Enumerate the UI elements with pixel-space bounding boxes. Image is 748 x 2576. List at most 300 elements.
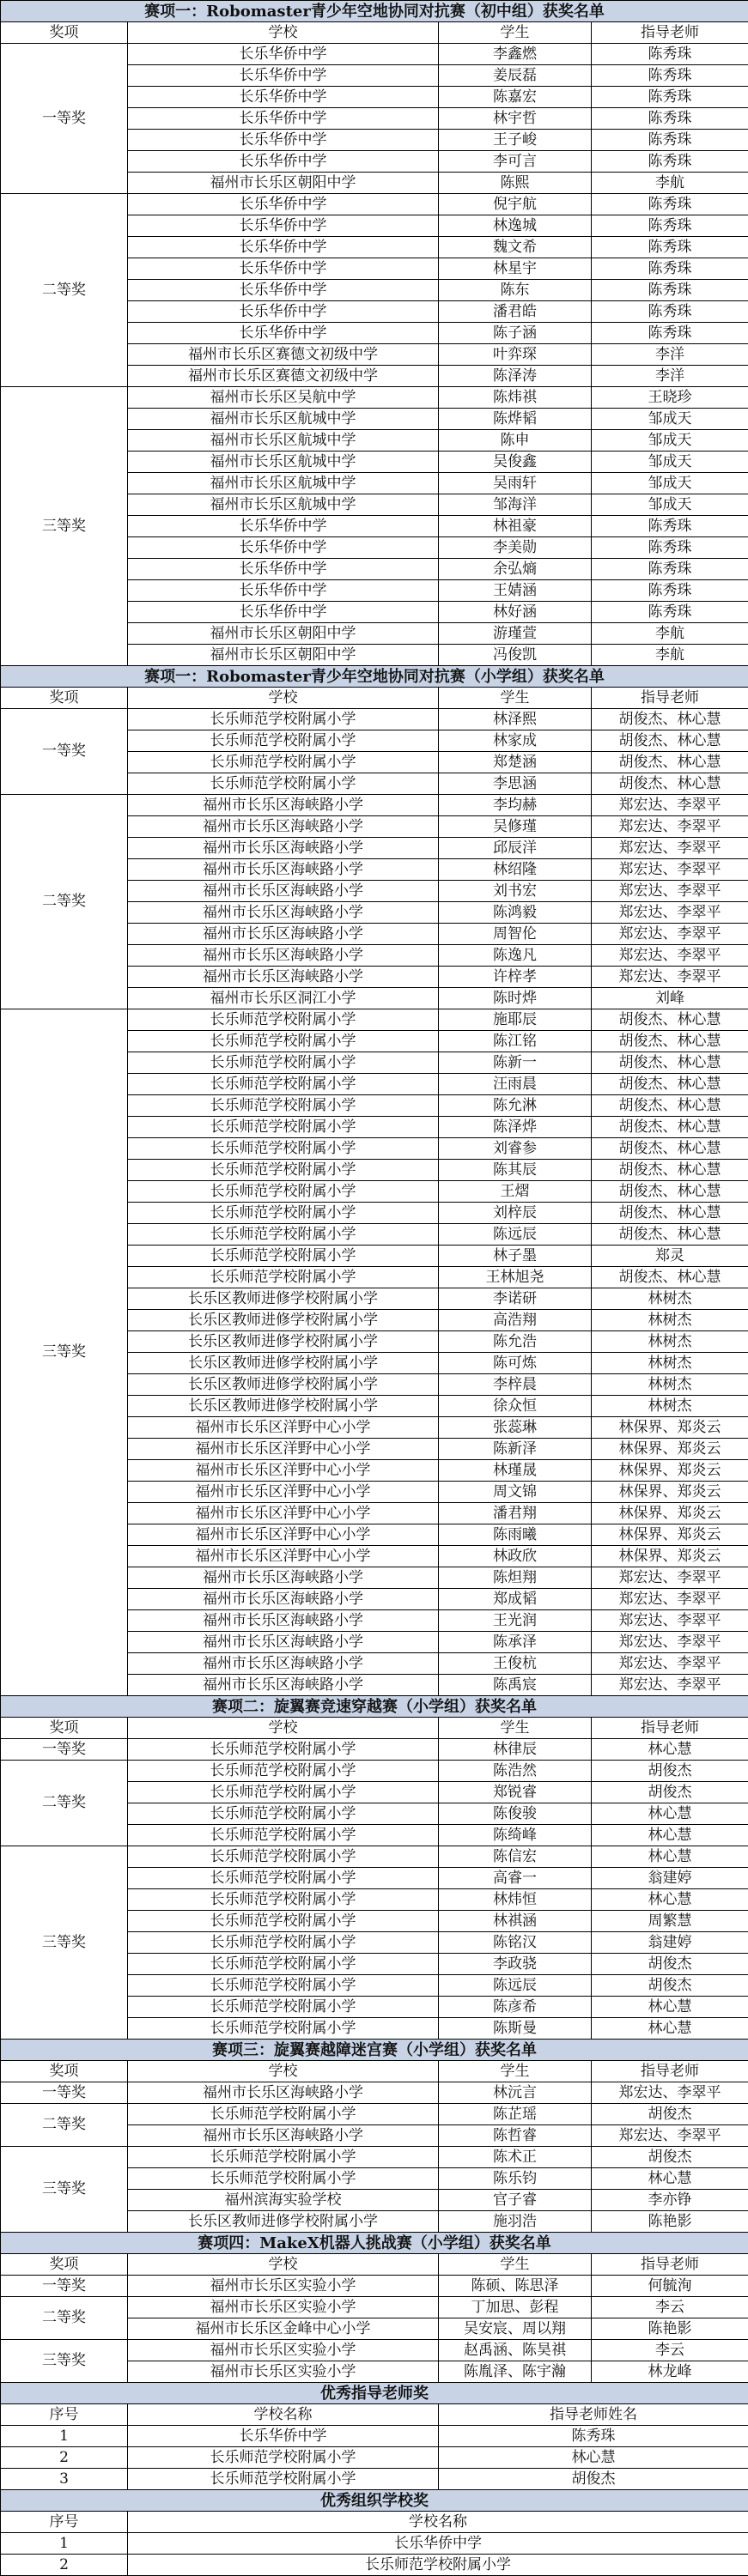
student-cell: 王俊杭 <box>439 1653 592 1675</box>
school-cell: 长乐华侨中学 <box>128 258 439 280</box>
school-cell: 长乐师范学校附属小学 <box>128 1825 439 1846</box>
header-row <box>1 2061 748 2082</box>
school-cell: 福州市长乐区海峡路小学 <box>128 859 439 881</box>
student-cell: 陈时烨 <box>439 988 592 1009</box>
teacher-cell: 何毓洵 <box>592 2276 748 2297</box>
teacher-cell: 邹成天 <box>592 452 748 473</box>
teacher-cell: 周繁慧 <box>592 1911 748 1932</box>
header-school: 学校 <box>128 1718 439 1739</box>
school-cell: 福州市长乐区实验小学 <box>128 2361 439 2383</box>
school-cell: 福州市长乐区海峡路小学 <box>128 881 439 902</box>
teacher-cell: 郑灵 <box>592 1246 748 1267</box>
student-cell: 林律辰 <box>439 1739 592 1761</box>
header-award: 奖项 <box>1 22 128 44</box>
section-title-row <box>1 666 748 688</box>
school-cell: 长乐师范学校附属小学 <box>128 1911 439 1932</box>
teacher-cell: 郑宏达、李翠平 <box>592 1675 748 1696</box>
teacher-cell: 胡俊杰、林心慧 <box>592 1074 748 1095</box>
teacher-cell: 陈秀珠 <box>592 323 748 344</box>
student-cell: 丁加思、彭程 <box>439 2297 592 2318</box>
student-cell: 赵禹涵、陈昊祺 <box>439 2340 592 2361</box>
school-cell: 福州市长乐区洋野中心小学 <box>128 1482 439 1503</box>
school-cell: 长乐华侨中学 <box>128 559 439 580</box>
school-cell: 福州市长乐区洋野中心小学 <box>128 1417 439 1439</box>
teacher-cell: 林保界、郑炎云 <box>592 1482 748 1503</box>
student-cell: 陈乐钧 <box>439 2168 592 2190</box>
student-cell: 陈彦希 <box>439 1997 592 2018</box>
index-cell: 3 <box>1 2469 128 2490</box>
school-cell: 福州市长乐区洋野中心小学 <box>128 1503 439 1524</box>
table-row <box>1 2297 748 2318</box>
school-cell: 长乐师范学校附属小学 <box>128 2104 439 2125</box>
teacher-cell: 林树杰 <box>592 1331 748 1353</box>
teacher-cell: 陈秀珠 <box>592 65 748 87</box>
school-cell: 长乐师范学校附属小学 <box>128 1009 439 1031</box>
award-level-cell: 一等奖 <box>1 2082 128 2104</box>
teacher-cell: 胡俊杰、林心慧 <box>592 1009 748 1031</box>
school-cell: 长乐师范学校附属小学 <box>128 1095 439 1117</box>
school-cell: 长乐区教师进修学校附属小学 <box>128 1374 439 1396</box>
teacher-cell: 邹成天 <box>592 409 748 430</box>
school-cell: 长乐区教师进修学校附属小学 <box>128 2211 439 2233</box>
teacher-cell: 陈秀珠 <box>592 130 748 151</box>
school-cell: 福州市长乐区实验小学 <box>128 2340 439 2361</box>
teacher-cell: 陈秀珠 <box>592 301 748 323</box>
teacher-cell: 李亦铮 <box>592 2190 748 2211</box>
award-level-cell: 二等奖 <box>1 2104 128 2147</box>
teacher-cell: 胡俊杰、林心慧 <box>592 1052 748 1074</box>
school-cell: 福州市长乐区海峡路小学 <box>128 967 439 988</box>
student-cell: 潘君皓 <box>439 301 592 323</box>
teacher-cell: 林树杰 <box>592 1353 748 1374</box>
header-award: 奖项 <box>1 2254 128 2276</box>
school-cell: 福州市长乐区赛德文初级中学 <box>128 366 439 387</box>
teacher-cell: 林保界、郑炎云 <box>592 1460 748 1482</box>
student-cell: 李思涵 <box>439 773 592 795</box>
table-row <box>1 1009 748 1031</box>
student-cell: 冯俊凯 <box>439 645 592 666</box>
teacher-cell: 林心慧 <box>592 1803 748 1825</box>
teacher-cell: 郑宏达、李翠平 <box>592 2125 748 2147</box>
school-cell: 长乐区教师进修学校附属小学 <box>128 1353 439 1374</box>
teacher-cell: 胡俊杰 <box>592 1975 748 1997</box>
student-cell: 陈可炼 <box>439 1353 592 1374</box>
teacher-cell: 刘峰 <box>592 988 748 1009</box>
school-cell: 长乐华侨中学 <box>128 602 439 623</box>
header-student: 学生 <box>439 1718 592 1739</box>
table-row <box>1 795 748 816</box>
header-teacher: 指导老师 <box>592 1718 748 1739</box>
award-level-cell: 一等奖 <box>1 44 128 194</box>
student-cell: 陈烨韬 <box>439 409 592 430</box>
school-cell: 福州市长乐区海峡路小学 <box>128 2082 439 2104</box>
student-cell: 陈哲睿 <box>439 2125 592 2147</box>
school-cell: 福州市长乐区朝阳中学 <box>128 623 439 645</box>
student-cell: 陈炜祺 <box>439 387 592 409</box>
teacher-cell: 郑宏达、李翠平 <box>592 1610 748 1632</box>
header-teacher: 指导老师 <box>592 22 748 44</box>
school-cell: 福州市长乐区海峡路小学 <box>128 1589 439 1610</box>
teacher-cell: 胡俊杰、林心慧 <box>592 709 748 730</box>
student-cell: 张蕊琳 <box>439 1417 592 1439</box>
student-cell: 陈禹宸 <box>439 1675 592 1696</box>
table-row <box>1 2469 748 2490</box>
teacher-cell: 郑宏达、李翠平 <box>592 1653 748 1675</box>
school-cell: 福州市长乐区洞江小学 <box>128 988 439 1009</box>
student-cell: 邹海洋 <box>439 494 592 516</box>
student-cell: 林家成 <box>439 730 592 752</box>
student-cell: 陈江铭 <box>439 1031 592 1052</box>
school-cell: 长乐师范学校附属小学 <box>128 1739 439 1761</box>
student-cell: 吴安宸、周以翔 <box>439 2318 592 2340</box>
table-row <box>1 2555 748 2576</box>
student-cell: 叶弈琛 <box>439 344 592 366</box>
school-cell: 长乐华侨中学 <box>128 65 439 87</box>
teacher-cell: 陈秀珠 <box>592 537 748 559</box>
student-cell: 吴俊鑫 <box>439 452 592 473</box>
student-cell: 林绍隆 <box>439 859 592 881</box>
teacher-cell: 陈秀珠 <box>592 559 748 580</box>
school-cell: 福州市长乐区海峡路小学 <box>128 1653 439 1675</box>
section-title: 赛项三：旋翼赛越障迷宫赛（小学组）获奖名单 <box>1 2040 748 2061</box>
school-cell: 福州市长乐区实验小学 <box>128 2276 439 2297</box>
header-teacher-name: 指导老师姓名 <box>439 2404 748 2426</box>
teacher-cell: 陈秀珠 <box>592 258 748 280</box>
teacher-cell: 李航 <box>592 173 748 194</box>
school-cell: 长乐师范学校附属小学 <box>128 1224 439 1246</box>
student-cell: 林瑾晟 <box>439 1460 592 1482</box>
school-cell: 长乐华侨中学 <box>128 237 439 258</box>
award-level-cell: 三等奖 <box>1 2340 128 2383</box>
school-cell: 长乐华侨中学 <box>128 301 439 323</box>
school-cell: 福州市长乐区吴航中学 <box>128 387 439 409</box>
student-cell: 李诺研 <box>439 1288 592 1310</box>
student-cell: 王光润 <box>439 1610 592 1632</box>
school-cell: 长乐师范学校附属小学 <box>128 1052 439 1074</box>
school-cell: 长乐区教师进修学校附属小学 <box>128 1310 439 1331</box>
table-row <box>1 44 748 65</box>
index-cell: 2 <box>1 2555 128 2576</box>
header-award: 奖项 <box>1 2061 128 2082</box>
school-cell: 福州滨海实验学校 <box>128 2190 439 2211</box>
student-cell: 陈术正 <box>439 2147 592 2168</box>
school-cell: 福州市长乐区朝阳中学 <box>128 173 439 194</box>
student-cell: 刘梓辰 <box>439 1203 592 1224</box>
student-cell: 陈其辰 <box>439 1160 592 1181</box>
student-cell: 游瑾萱 <box>439 623 592 645</box>
teacher-cell: 胡俊杰、林心慧 <box>592 773 748 795</box>
school-cell: 长乐师范学校附属小学 <box>128 709 439 730</box>
teacher-cell: 林心慧 <box>592 2168 748 2190</box>
student-cell: 徐众恒 <box>439 1396 592 1417</box>
award-level-cell: 三等奖 <box>1 1009 128 1696</box>
teacher-cell: 陈艳影 <box>592 2211 748 2233</box>
teacher-cell: 林保界、郑炎云 <box>592 1524 748 1546</box>
school-cell: 长乐区教师进修学校附属小学 <box>128 1331 439 1353</box>
school-cell: 长乐师范学校附属小学 <box>128 1846 439 1868</box>
teacher-cell: 陈秀珠 <box>592 516 748 537</box>
teacher-cell: 林树杰 <box>592 1310 748 1331</box>
student-cell: 林炜恒 <box>439 1889 592 1911</box>
header-teacher: 指导老师 <box>592 688 748 709</box>
header-row <box>1 22 748 44</box>
teacher-cell: 林保界、郑炎云 <box>592 1546 748 1567</box>
teacher-cell: 胡俊杰、林心慧 <box>592 1181 748 1203</box>
school-cell: 长乐师范学校附属小学 <box>128 1803 439 1825</box>
student-cell: 郑锐睿 <box>439 1782 592 1803</box>
teacher-cell: 邹成天 <box>592 473 748 494</box>
section-title: 赛项一：Robomaster青少年空地协同对抗赛（初中组）获奖名单 <box>1 1 748 22</box>
school-cell: 长乐师范学校附属小学 <box>128 730 439 752</box>
award-level-cell: 一等奖 <box>1 1739 128 1761</box>
section-title-row <box>1 2233 748 2254</box>
teacher-cell: 邹成天 <box>592 430 748 452</box>
section-title-row <box>1 2040 748 2061</box>
award-level-cell: 一等奖 <box>1 2276 128 2297</box>
school-cell: 长乐师范学校附属小学 <box>128 1889 439 1911</box>
student-cell: 陈浩然 <box>439 1761 592 1782</box>
school-cell: 长乐师范学校附属小学 <box>128 1267 439 1288</box>
teacher-cell: 陈秀珠 <box>592 237 748 258</box>
student-cell: 王婧涵 <box>439 580 592 602</box>
student-cell: 陈允淋 <box>439 1095 592 1117</box>
student-cell: 施耶辰 <box>439 1009 592 1031</box>
student-cell: 陈允浩 <box>439 1331 592 1353</box>
teacher-cell: 郑宏达、李翠平 <box>592 967 748 988</box>
school-cell: 福州市长乐区赛德文初级中学 <box>128 344 439 366</box>
school-cell: 长乐师范学校附属小学 <box>128 1932 439 1954</box>
award-level-cell: 二等奖 <box>1 795 128 1009</box>
table-row <box>1 2147 748 2168</box>
student-cell: 吴修瑾 <box>439 816 592 838</box>
teacher-cell: 胡俊杰 <box>592 1761 748 1782</box>
teacher-cell: 陈秀珠 <box>592 151 748 173</box>
student-cell: 陈炟翔 <box>439 1567 592 1589</box>
student-cell: 周智伦 <box>439 924 592 945</box>
student-cell: 陈嘉宏 <box>439 87 592 108</box>
school-cell: 长乐华侨中学 <box>128 87 439 108</box>
student-cell: 林祖豪 <box>439 516 592 537</box>
teacher-cell: 林心慧 <box>592 1997 748 2018</box>
school-cell: 长乐华侨中学 <box>128 215 439 237</box>
school-cell: 长乐师范学校附属小学 <box>128 1761 439 1782</box>
teacher-cell: 李洋 <box>592 366 748 387</box>
student-cell: 李美勋 <box>439 537 592 559</box>
student-cell: 陈泽涛 <box>439 366 592 387</box>
school-cell: 长乐师范学校附属小学 <box>128 1868 439 1889</box>
header-school: 学校 <box>128 688 439 709</box>
teacher-cell: 郑宏达、李翠平 <box>592 1567 748 1589</box>
header-student: 学生 <box>439 22 592 44</box>
student-cell: 林泽熙 <box>439 709 592 730</box>
teacher-cell: 胡俊杰、林心慧 <box>592 1267 748 1288</box>
teacher-cell: 林心慧 <box>592 1846 748 1868</box>
student-cell: 施羽浩 <box>439 2211 592 2233</box>
student-cell: 陈远辰 <box>439 1975 592 1997</box>
student-cell: 李均赫 <box>439 795 592 816</box>
table-row <box>1 1761 748 1782</box>
teacher-cell: 林心慧 <box>592 1739 748 1761</box>
section-title-row <box>1 2383 748 2404</box>
student-cell: 陈远辰 <box>439 1224 592 1246</box>
school-cell: 福州市长乐区航城中学 <box>128 473 439 494</box>
table-row <box>1 194 748 215</box>
teacher-cell: 郑宏达、李翠平 <box>592 838 748 859</box>
school-cell: 长乐华侨中学 <box>128 580 439 602</box>
header-student: 学生 <box>439 688 592 709</box>
teacher-cell: 胡俊杰、林心慧 <box>592 1160 748 1181</box>
teacher-cell: 林心慧 <box>592 1825 748 1846</box>
table-row <box>1 2104 748 2125</box>
school-cell: 长乐华侨中学 <box>128 516 439 537</box>
table-row <box>1 1846 748 1868</box>
header-row <box>1 688 748 709</box>
student-cell: 陈泽烨 <box>439 1117 592 1138</box>
student-cell: 陈绮峰 <box>439 1825 592 1846</box>
teacher-cell: 胡俊杰 <box>592 1782 748 1803</box>
table-row <box>1 2276 748 2297</box>
school-cell: 长乐师范学校附属小学 <box>128 1782 439 1803</box>
header-index: 序号 <box>1 2404 128 2426</box>
header-index: 序号 <box>1 2512 128 2533</box>
teacher-cell: 李云 <box>592 2340 748 2361</box>
teacher-name-cell: 胡俊杰 <box>439 2469 748 2490</box>
teacher-cell: 陈艳影 <box>592 2318 748 2340</box>
student-cell: 陈铭汉 <box>439 1932 592 1954</box>
teacher-cell: 郑宏达、李翠平 <box>592 1632 748 1653</box>
award-level-cell: 三等奖 <box>1 2147 128 2233</box>
teacher-cell: 胡俊杰、林心慧 <box>592 1095 748 1117</box>
student-cell: 潘君翔 <box>439 1503 592 1524</box>
student-cell: 倪宇航 <box>439 194 592 215</box>
school-name-cell: 长乐师范学校附属小学 <box>128 2447 439 2469</box>
teacher-cell: 郑宏达、李翠平 <box>592 881 748 902</box>
student-cell: 郑成韬 <box>439 1589 592 1610</box>
student-cell: 汪雨晨 <box>439 1074 592 1095</box>
school-cell: 长乐师范学校附属小学 <box>128 1160 439 1181</box>
student-cell: 魏文希 <box>439 237 592 258</box>
header-award: 奖项 <box>1 688 128 709</box>
school-cell: 福州市长乐区金峰中心小学 <box>128 2318 439 2340</box>
school-cell: 福州市长乐区航城中学 <box>128 430 439 452</box>
teacher-cell: 陈秀珠 <box>592 194 748 215</box>
section-title-row <box>1 2490 748 2512</box>
school-cell: 长乐区教师进修学校附属小学 <box>128 1396 439 1417</box>
school-cell: 长乐华侨中学 <box>128 194 439 215</box>
school-cell: 长乐华侨中学 <box>128 151 439 173</box>
student-cell: 李政骁 <box>439 1954 592 1975</box>
student-cell: 王子峻 <box>439 130 592 151</box>
school-cell: 福州市长乐区航城中学 <box>128 409 439 430</box>
teacher-award-title: 优秀指导老师奖 <box>1 2383 748 2404</box>
index-cell: 1 <box>1 2533 128 2555</box>
section-title: 赛项四：MakeX机器人挑战赛（小学组）获奖名单 <box>1 2233 748 2254</box>
teacher-cell: 李航 <box>592 623 748 645</box>
school-cell: 长乐华侨中学 <box>128 537 439 559</box>
student-cell: 林沅言 <box>439 2082 592 2104</box>
school-cell: 福州市长乐区洋野中心小学 <box>128 1439 439 1460</box>
school-cell: 福州市长乐区海峡路小学 <box>128 945 439 967</box>
school-cell: 福州市长乐区航城中学 <box>128 494 439 516</box>
teacher-cell: 陈秀珠 <box>592 215 748 237</box>
school-cell: 福州市长乐区海峡路小学 <box>128 838 439 859</box>
header-school-name: 学校名称 <box>128 2404 439 2426</box>
teacher-cell: 林心慧 <box>592 1889 748 1911</box>
teacher-cell: 陈秀珠 <box>592 87 748 108</box>
student-cell: 邱辰洋 <box>439 838 592 859</box>
school-cell: 福州市长乐区海峡路小学 <box>128 1632 439 1653</box>
teacher-cell: 郑宏达、李翠平 <box>592 945 748 967</box>
student-cell: 陈信宏 <box>439 1846 592 1868</box>
school-cell: 长乐华侨中学 <box>128 280 439 301</box>
student-cell: 林政欣 <box>439 1546 592 1567</box>
teacher-cell: 胡俊杰 <box>592 1954 748 1975</box>
school-cell: 长乐华侨中学 <box>128 130 439 151</box>
student-cell: 陈东 <box>439 280 592 301</box>
school-cell: 长乐师范学校附属小学 <box>128 752 439 773</box>
student-cell: 陈子涵 <box>439 323 592 344</box>
school-cell: 福州市长乐区海峡路小学 <box>128 1567 439 1589</box>
teacher-cell: 胡俊杰、林心慧 <box>592 752 748 773</box>
teacher-cell: 胡俊杰、林心慧 <box>592 730 748 752</box>
table-row <box>1 2447 748 2469</box>
student-cell: 高睿一 <box>439 1868 592 1889</box>
teacher-cell: 李云 <box>592 2297 748 2318</box>
school-cell: 长乐师范学校附属小学 <box>128 1246 439 1267</box>
student-cell: 余弘熵 <box>439 559 592 580</box>
award-level-cell: 二等奖 <box>1 194 128 387</box>
school-name-cell: 长乐华侨中学 <box>128 2426 439 2447</box>
school-cell: 长乐师范学校附属小学 <box>128 2147 439 2168</box>
school-cell: 福州市长乐区海峡路小学 <box>128 795 439 816</box>
table-row <box>1 709 748 730</box>
header-row <box>1 2404 748 2426</box>
student-cell: 陈俊骏 <box>439 1803 592 1825</box>
school-cell: 长乐华侨中学 <box>128 44 439 65</box>
school-cell: 长乐区教师进修学校附属小学 <box>128 1288 439 1310</box>
teacher-cell: 翁建婷 <box>592 1932 748 1954</box>
teacher-cell: 林树杰 <box>592 1374 748 1396</box>
student-cell: 林好涵 <box>439 602 592 623</box>
teacher-cell: 翁建婷 <box>592 1868 748 1889</box>
teacher-cell: 胡俊杰、林心慧 <box>592 1138 748 1160</box>
student-cell: 陈胤泽、陈宇瀚 <box>439 2361 592 2383</box>
school-cell: 长乐师范学校附属小学 <box>128 1138 439 1160</box>
teacher-cell: 胡俊杰、林心慧 <box>592 1224 748 1246</box>
header-school: 学校 <box>128 22 439 44</box>
student-cell: 陈逸凡 <box>439 945 592 967</box>
student-cell: 陈新泽 <box>439 1439 592 1460</box>
school-cell: 福州市长乐区海峡路小学 <box>128 816 439 838</box>
teacher-cell: 胡俊杰、林心慧 <box>592 1117 748 1138</box>
award-level-cell: 三等奖 <box>1 1846 128 2040</box>
student-cell: 林逸城 <box>439 215 592 237</box>
teacher-cell: 林保界、郑炎云 <box>592 1439 748 1460</box>
header-student: 学生 <box>439 2061 592 2082</box>
award-level-cell: 二等奖 <box>1 2297 128 2340</box>
teacher-cell: 郑宏达、李翠平 <box>592 2082 748 2104</box>
teacher-cell: 林保界、郑炎云 <box>592 1417 748 1439</box>
school-cell: 长乐师范学校附属小学 <box>128 1203 439 1224</box>
award-level-cell: 二等奖 <box>1 1761 128 1846</box>
teacher-cell: 郑宏达、李翠平 <box>592 924 748 945</box>
award-level-cell: 三等奖 <box>1 387 128 666</box>
section-title-row <box>1 1 748 22</box>
header-award: 奖项 <box>1 1718 128 1739</box>
student-cell: 林宇哲 <box>439 108 592 130</box>
student-cell: 陈芷瑶 <box>439 2104 592 2125</box>
teacher-cell: 林心慧 <box>592 2018 748 2040</box>
